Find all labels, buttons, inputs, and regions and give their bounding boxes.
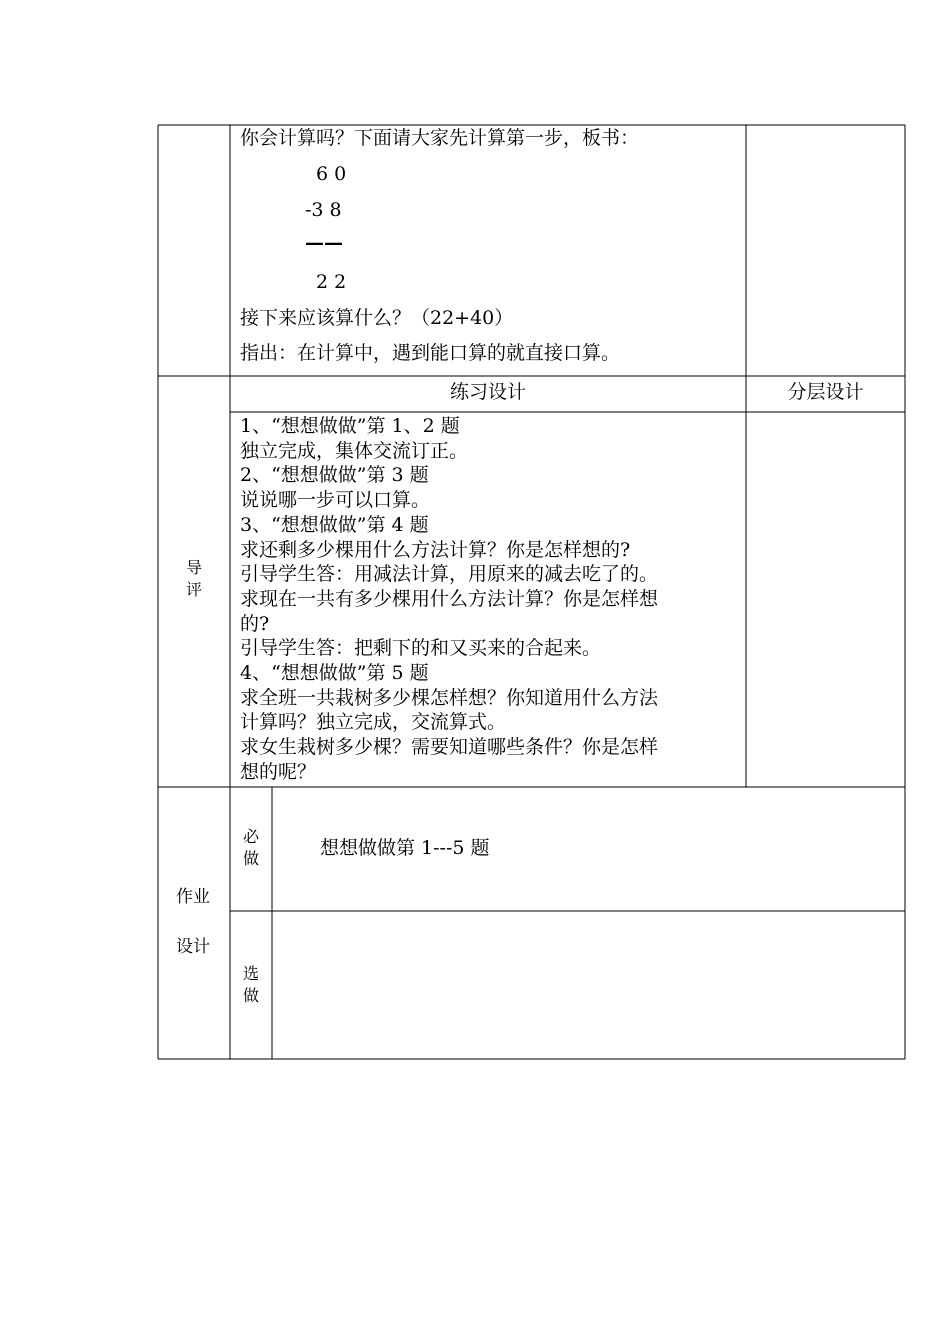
- practice-line: 引导学生答：把剩下的和又买来的合起来。: [240, 637, 602, 660]
- homework-label-1: 作业: [176, 887, 210, 907]
- calc-rule: ——: [305, 232, 343, 254]
- calc-minuend: 6 0: [316, 163, 347, 185]
- practice-line: 独立完成，集体交流订正。: [240, 439, 469, 462]
- practice-line: 说说哪一步可以口算。: [240, 489, 431, 512]
- homework-label-2: 设计: [176, 937, 210, 957]
- practice-line: 2、“想想做做”第 3 题: [240, 464, 429, 487]
- required-content: 想想做做第 1---5 题: [320, 837, 490, 859]
- point-text: 指出：在计算中，遇到能口算的就直接口算。: [240, 342, 621, 364]
- practice-line: 求全班一共栽树多少棵怎样想？你知道用什么方法: [240, 686, 659, 709]
- calc-result: 2 2: [316, 271, 347, 293]
- practice-line: 求现在一共有多少棵用什么方法计算？你是怎样想: [240, 587, 659, 610]
- required-label: [230, 826, 272, 870]
- practice-line: 求还剩多少棵用什么方法计算？你是怎样想的?: [240, 538, 631, 561]
- label-char: 导: [185, 558, 202, 577]
- practice-header: 练习设计: [449, 381, 526, 403]
- label-char: 做: [242, 986, 259, 1005]
- label-char: 必: [242, 827, 259, 846]
- label-char: 评: [185, 580, 202, 599]
- practice-content: [240, 414, 658, 785]
- practice-line: 引导学生答：用减法计算，用原来的减去吃了的。: [240, 563, 659, 586]
- intro-text: 你会计算吗？下面请大家先计算第一步，板书：: [240, 127, 640, 149]
- calc-subtrahend: -3 8: [305, 199, 342, 221]
- practice-line: 1、“想想做做”第 1、2 题: [240, 415, 460, 437]
- layered-header: 分层设计: [787, 381, 864, 403]
- section-label-guide: [158, 557, 230, 601]
- practice-line: 想的呢？: [240, 760, 317, 783]
- practice-line: 计算吗？独立完成，交流算式。: [240, 711, 507, 734]
- label-char: 选: [242, 964, 259, 983]
- practice-line: 的?: [240, 612, 270, 635]
- practice-line: 3、“想想做做”第 4 题: [240, 513, 429, 536]
- practice-line: 4、“想想做做”第 5 题: [240, 662, 429, 685]
- label-char: 做: [242, 849, 259, 868]
- optional-label: [230, 963, 272, 1007]
- next-question: 接下来应该算什么？（22+40）: [240, 307, 514, 329]
- practice-line: 求女生栽树多少棵？需要知道哪些条件？你是怎样: [240, 736, 659, 759]
